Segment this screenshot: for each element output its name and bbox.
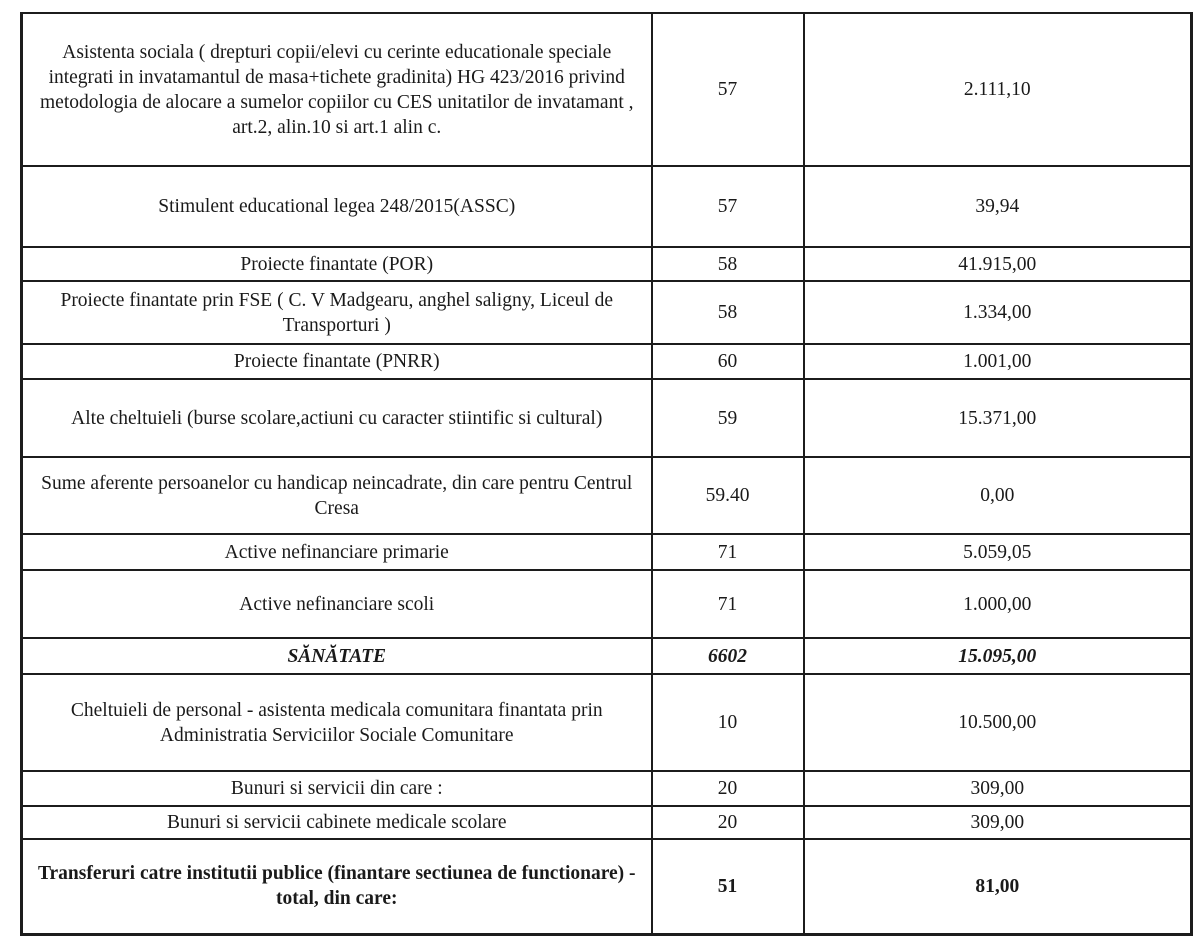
budget-table	[20, 12, 1193, 936]
row-description: Active nefinanciare scoli	[22, 570, 652, 638]
row-amount: 81,00	[804, 839, 1192, 934]
table-row	[22, 379, 1192, 457]
row-amount: 309,00	[804, 806, 1192, 839]
row-amount: 1.000,00	[804, 570, 1192, 638]
row-amount: 2.111,10	[804, 13, 1192, 166]
row-description: Bunuri si servicii din care :	[22, 771, 652, 806]
row-code: 51	[652, 839, 804, 934]
row-amount: 309,00	[804, 771, 1192, 806]
row-code: 57	[652, 166, 804, 247]
row-description: Active nefinanciare primarie	[22, 534, 652, 570]
row-code: 59.40	[652, 457, 804, 534]
table-row	[22, 247, 1192, 281]
table-row	[22, 771, 1192, 806]
row-code: 60	[652, 344, 804, 379]
table-row	[22, 457, 1192, 534]
section-header-row	[22, 638, 1192, 674]
row-amount: 1.334,00	[804, 281, 1192, 344]
row-amount: 15.371,00	[804, 379, 1192, 457]
section-title: SĂNĂTATE	[22, 638, 652, 674]
row-code: 58	[652, 247, 804, 281]
row-code: 71	[652, 534, 804, 570]
row-amount: 10.500,00	[804, 674, 1192, 771]
row-code: 59	[652, 379, 804, 457]
row-amount: 5.059,05	[804, 534, 1192, 570]
row-code: 20	[652, 806, 804, 839]
section-total: 15.095,00	[804, 638, 1192, 674]
row-description: Stimulent educational legea 248/2015(ASSC)	[22, 166, 652, 247]
section-code: 6602	[652, 638, 804, 674]
row-code: 20	[652, 771, 804, 806]
row-description: Proiecte finantate prin FSE ( C. V Madgearu, anghel saligny, Liceul de Transporturi )	[22, 281, 652, 344]
row-code: 71	[652, 570, 804, 638]
table-row	[22, 570, 1192, 638]
table-row	[22, 806, 1192, 839]
row-description: Proiecte finantate (PNRR)	[22, 344, 652, 379]
row-amount: 39,94	[804, 166, 1192, 247]
table-row	[22, 281, 1192, 344]
row-description: Transferuri catre institutii publice (finantare sectiunea de functionare) - total, din care:	[22, 839, 652, 934]
row-code: 57	[652, 13, 804, 166]
row-description: Sume aferente persoanelor cu handicap neincadrate, din care pentru Centrul Cresa	[22, 457, 652, 534]
row-amount: 1.001,00	[804, 344, 1192, 379]
table-row	[22, 344, 1192, 379]
table-row	[22, 166, 1192, 247]
row-code: 58	[652, 281, 804, 344]
row-description: Bunuri si servicii cabinete medicale scolare	[22, 806, 652, 839]
row-amount: 41.915,00	[804, 247, 1192, 281]
table-row	[22, 534, 1192, 570]
row-amount: 0,00	[804, 457, 1192, 534]
table-row	[22, 13, 1192, 166]
row-description: Proiecte finantate (POR)	[22, 247, 652, 281]
row-description: Asistenta sociala ( drepturi copii/elevi cu cerinte educationale speciale integrati in invatamantul de masa+tichete gradinita) HG 423/2016 privind metodologia de alocare a sumelor copiilor cu CES unitatilor de invatamant , art.2, alin.10 si art.1 alin c.	[22, 13, 652, 166]
table-row	[22, 674, 1192, 771]
row-description: Alte cheltuieli (burse scolare,actiuni cu caracter stiintific si cultural)	[22, 379, 652, 457]
row-description: Cheltuieli de personal - asistenta medicala comunitara finantata prin Administratia Serviciilor Sociale Comunitare	[22, 674, 652, 771]
table-row	[22, 839, 1192, 934]
row-code: 10	[652, 674, 804, 771]
